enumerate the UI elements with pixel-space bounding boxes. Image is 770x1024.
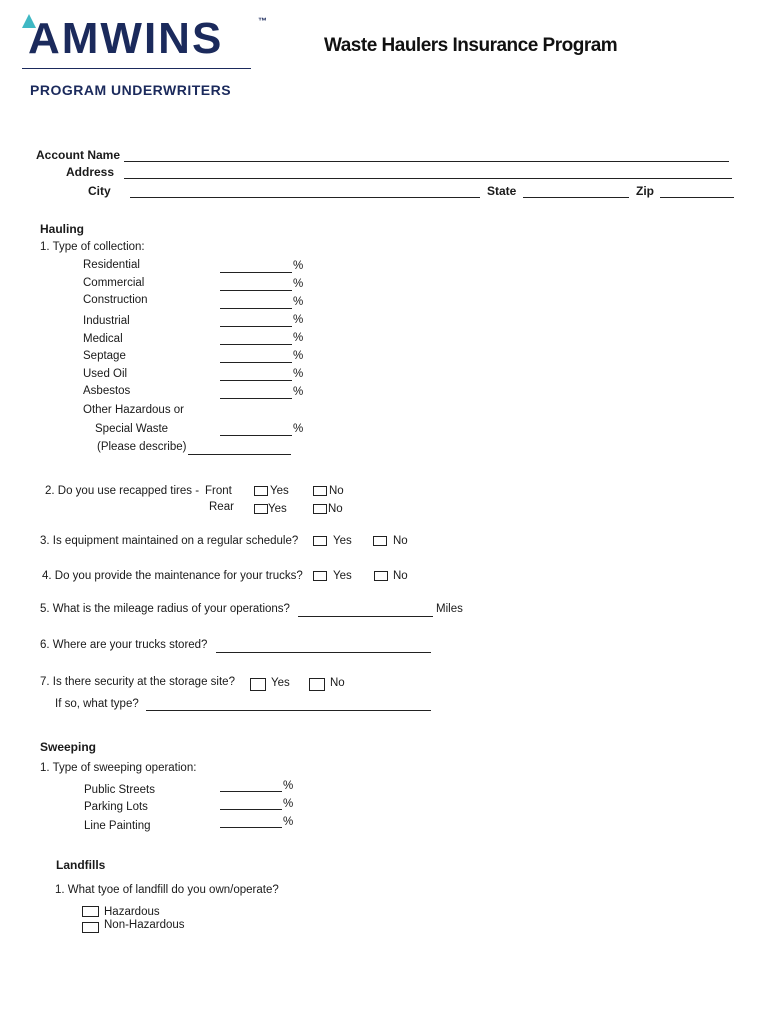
please-describe-field[interactable] xyxy=(188,454,291,455)
percent-sign: % xyxy=(293,278,304,290)
construction-percent-field[interactable] xyxy=(220,308,292,309)
percent-sign: % xyxy=(283,780,294,792)
logo-wordmark: AMWINS xyxy=(28,14,224,63)
hauling-q3: 3. Is equipment maintained on a regular schedule? xyxy=(40,535,299,547)
line-painting-percent-field[interactable] xyxy=(220,827,282,828)
sweeping-heading: Sweeping xyxy=(40,740,97,754)
hauling-type-asbestos: Asbestos xyxy=(83,385,131,397)
sweeping-type-public-streets: Public Streets xyxy=(84,784,155,796)
rear-label: Rear xyxy=(209,501,234,513)
percent-sign: % xyxy=(293,423,304,435)
logo xyxy=(22,12,272,74)
commercial-percent-field[interactable] xyxy=(220,290,292,291)
truck-storage-field[interactable] xyxy=(216,652,431,653)
front-no-label: No xyxy=(329,485,344,497)
hauling-type-construction: Construction xyxy=(83,294,148,306)
mileage-radius-field[interactable] xyxy=(298,616,433,617)
rear-no-checkbox[interactable] xyxy=(313,504,327,514)
hauling-heading: Hauling xyxy=(40,222,84,236)
hauling-q2: 2. Do you use recapped tires - xyxy=(45,485,200,497)
hauling-q1: 1. Type of collection: xyxy=(40,241,145,253)
state-label: State xyxy=(487,184,517,198)
rear-yes-checkbox[interactable] xyxy=(254,504,268,514)
state-field[interactable] xyxy=(523,197,629,198)
landfills-heading: Landfills xyxy=(56,858,106,872)
city-field[interactable] xyxy=(130,197,480,198)
q7-no-checkbox[interactable] xyxy=(309,678,325,691)
percent-sign: % xyxy=(293,386,304,398)
miles-label: Miles xyxy=(436,603,463,615)
non-hazardous-label: Non-Hazardous xyxy=(104,919,185,931)
hazardous-label: Hazardous xyxy=(104,906,160,918)
page-title: Waste Haulers Insurance Program xyxy=(324,35,618,56)
q3-yes-checkbox[interactable] xyxy=(313,536,327,546)
hauling-type-commercial: Commercial xyxy=(83,277,145,289)
q3-yes-label: Yes xyxy=(333,535,352,547)
hazardous-checkbox[interactable] xyxy=(82,906,99,917)
medical-percent-field[interactable] xyxy=(220,344,292,345)
front-yes-checkbox[interactable] xyxy=(254,486,268,496)
q7-yes-checkbox[interactable] xyxy=(250,678,266,691)
account-name-field[interactable] xyxy=(124,161,729,162)
hauling-q7: 7. Is there security at the storage site? xyxy=(40,676,235,688)
q4-yes-checkbox[interactable] xyxy=(313,571,327,581)
q3-no-checkbox[interactable] xyxy=(373,536,387,546)
sweeping-type-line-painting: Line Painting xyxy=(84,820,151,832)
percent-sign: % xyxy=(293,350,304,362)
logo-trademark: ™ xyxy=(258,16,267,26)
q3-no-label: No xyxy=(393,535,408,547)
hauling-type-industrial: Industrial xyxy=(83,315,130,327)
hauling-type-septage: Septage xyxy=(83,350,126,362)
q7-followup-label: If so, what type? xyxy=(55,698,139,710)
please-describe-label: (Please describe) xyxy=(97,441,187,453)
hauling-type-special-waste: Special Waste xyxy=(95,423,169,435)
rear-yes-label: Yes xyxy=(268,503,287,515)
hauling-q4: 4. Do you provide the maintenance for your trucks? xyxy=(42,570,303,582)
landfills-q1: 1. What tyoe of landfill do you own/operate? xyxy=(55,884,279,896)
q4-no-label: No xyxy=(393,570,408,582)
septage-percent-field[interactable] xyxy=(220,362,292,363)
q7-yes-label: Yes xyxy=(271,677,290,689)
hauling-q6: 6. Where are your trucks stored? xyxy=(40,639,208,651)
front-no-checkbox[interactable] xyxy=(313,486,327,496)
q4-yes-label: Yes xyxy=(333,570,352,582)
percent-sign: % xyxy=(293,260,304,272)
percent-sign: % xyxy=(293,296,304,308)
hauling-type-residential: Residential xyxy=(83,259,140,271)
parking-lots-percent-field[interactable] xyxy=(220,809,282,810)
used-oil-percent-field[interactable] xyxy=(220,380,292,381)
rear-no-label: No xyxy=(328,503,343,515)
percent-sign: % xyxy=(283,816,294,828)
sweeping-type-parking-lots: Parking Lots xyxy=(84,801,148,813)
security-type-field[interactable] xyxy=(146,710,431,711)
program-underwriters-label: PROGRAM UNDERWRITERS xyxy=(30,82,232,98)
percent-sign: % xyxy=(293,314,304,326)
industrial-percent-field[interactable] xyxy=(220,326,292,327)
front-label: Front xyxy=(205,485,232,497)
asbestos-percent-field[interactable] xyxy=(220,398,292,399)
percent-sign: % xyxy=(293,368,304,380)
non-hazardous-checkbox[interactable] xyxy=(82,922,99,933)
hauling-type-medical: Medical xyxy=(83,333,123,345)
hauling-type-other-hazardous: Other Hazardous or xyxy=(83,404,184,416)
zip-label: Zip xyxy=(636,184,654,198)
hauling-type-used-oil: Used Oil xyxy=(83,368,128,380)
residential-percent-field[interactable] xyxy=(220,272,292,273)
zip-field[interactable] xyxy=(660,197,734,198)
percent-sign: % xyxy=(293,332,304,344)
city-label: City xyxy=(88,184,111,198)
address-label: Address xyxy=(66,165,115,179)
account-name-label: Account Name xyxy=(36,148,121,162)
sweeping-q1: 1. Type of sweeping operation: xyxy=(40,762,197,774)
q7-no-label: No xyxy=(330,677,345,689)
logo-divider xyxy=(22,68,251,69)
address-field[interactable] xyxy=(124,178,732,179)
hauling-q5: 5. What is the mileage radius of your operations? xyxy=(40,603,290,615)
special-waste-percent-field[interactable] xyxy=(220,435,292,436)
q4-no-checkbox[interactable] xyxy=(374,571,388,581)
front-yes-label: Yes xyxy=(270,485,289,497)
percent-sign: % xyxy=(283,798,294,810)
public-streets-percent-field[interactable] xyxy=(220,791,282,792)
